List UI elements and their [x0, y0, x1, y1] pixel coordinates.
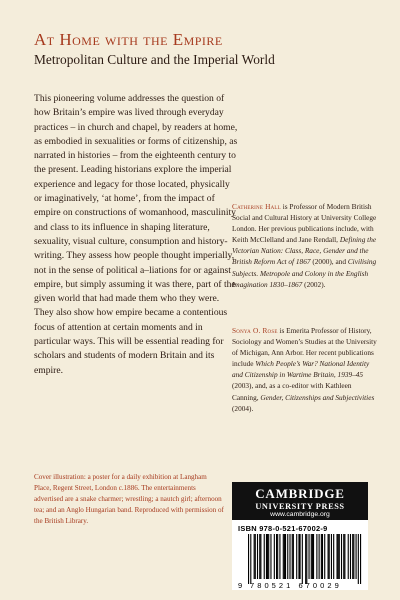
- book-reference: Defining the Victorian Nation: Class, Race, Gender and the British Reform Act of 1867: [232, 235, 377, 267]
- author-name: Sonya O. Rose: [232, 326, 278, 335]
- isbn-barcode-box: [232, 520, 368, 590]
- bio-text: (2002).: [302, 279, 326, 289]
- book-subtitle: Metropolitan Culture and the Imperial World: [34, 52, 275, 67]
- book-reference: Gender, Citizenships and Subjectivities: [260, 392, 375, 402]
- bio-text: is Professor of Modern British Social and Cultural History at University College London. Her previous publications include, with Keith McClelland and Jane Rendall,: [232, 202, 377, 245]
- description-text: This pioneering volume addresses the question of how Britain’s empire was lived through everyday practices – in church and chapel, by readers at home, as embodied in sexualities or forms of citizenship, as narrated in histories – from the eighteenth century to the present. Leading historians explore the imperial experience and legacy for those located, physically or imaginatively, ‘at home’, from the impact of empire on constructions of womanhood, masculinity and class to its influence in shaping literature, sexuality, visual culture, consumption and history-writing. They assess how people thought imperially, not in the sense of political a–liations for or against empire, but simply assuming it was there, part of the given world that had made them who they were. They also show how empire became a contentious focus of attention at certain moments and in particular ways. This will be essential reading for scholars and students of modern Britain and its empire.: [34, 93, 238, 376]
- barcode-first-digit: 9: [238, 581, 243, 590]
- bio-text: (2000), and: [310, 257, 348, 267]
- bio-text: (2004).: [232, 403, 254, 413]
- book-description: [34, 92, 239, 378]
- publisher-name: CAMBRIDGE: [255, 486, 345, 501]
- cover-illustration-note: [34, 472, 224, 527]
- cover-note-text: Cover illustration: a poster for a daily exhibition at Langham Place, Regent Street, London c.1886. The entertainments advertised are a snake charmer; wrestling; a nautch girl; afternoon tea; and an Anglo Hungarian band. Reproduced with permission of the British Library.: [34, 473, 224, 525]
- book-reference: Civilising Subjects. Metropole and Colony in the English Imagination 1830–1867: [232, 257, 377, 289]
- isbn-label: ISBN 978-0-521-67002-9: [238, 524, 328, 533]
- publisher-website: www.cambridge.org: [270, 511, 330, 518]
- bio-text: (2003), and, as a co-editor with Kathleen Canning,: [232, 381, 352, 402]
- author-bio-hall: [232, 201, 378, 290]
- bio-text: is Emerita Professor of History, Sociology and Women’s Studies at the University of Michigan, Ann Arbor. Her recent publications include: [232, 326, 377, 369]
- barcode-digits: 780521 670029: [250, 581, 342, 590]
- book-reference: Which People’s War? National Identity and Citizenship in Wartime Britain, 1939–45: [232, 359, 370, 380]
- author-name: Catherine Hall: [232, 202, 281, 211]
- book-title: At Home with the Empire: [34, 30, 223, 49]
- publisher-press: UNIVERSITY PRESS: [255, 502, 345, 511]
- author-bio-rose: [232, 325, 378, 414]
